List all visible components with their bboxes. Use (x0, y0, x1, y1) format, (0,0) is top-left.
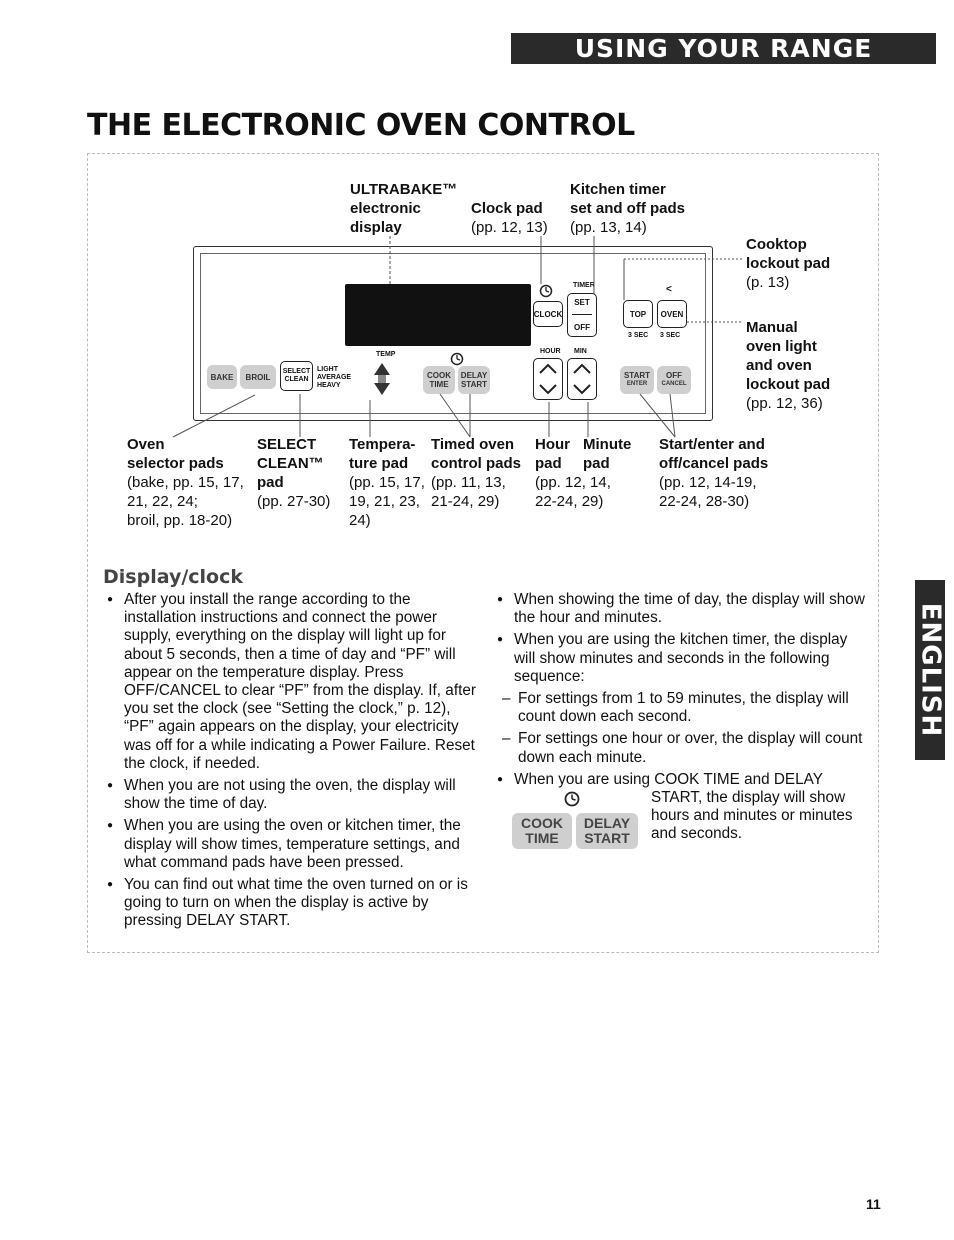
timer-label: TIMER (573, 282, 595, 289)
hour-callout-line-1: Hour (535, 436, 570, 453)
minute-callout-line-1: Minute (583, 436, 632, 453)
enter-label: ENTER (626, 381, 648, 387)
select-callout-line-2: CLEAN™ (257, 455, 324, 472)
bullet-item: ● When you are using COOK TIME and DELAY (494, 771, 872, 789)
oven-callout-line-1: Oven (127, 436, 165, 453)
oven-callout-pages-3: broil, pp. 18-20) (127, 512, 233, 529)
oven-pad-label: OVEN (660, 309, 684, 319)
timer-off-label: OFF (574, 323, 590, 333)
manual-callout-line-4: lockout pad (746, 376, 831, 393)
timed-callout-line-1: Timed oven (431, 436, 515, 453)
ultrabake-label-line-2: electronic (350, 200, 421, 217)
language-side-tab (915, 580, 945, 760)
temp-callout-pages-1: (pp. 15, 17, (349, 474, 425, 491)
soil-light-label: LIGHT (317, 366, 338, 373)
clock-callout-pages: (pp. 12, 13) (471, 219, 548, 236)
cooktop-callout-pages: (p. 13) (746, 274, 790, 291)
start-small-label: START (460, 380, 488, 389)
hour-callout-line-2: pad (535, 455, 562, 472)
select-clean-callout (257, 435, 330, 511)
soil-average-label: AVERAGE (317, 374, 352, 381)
section-title-display-clock: Display/clock (103, 566, 243, 588)
hour-callout-pages-1: (pp. 12, 14, (535, 474, 611, 491)
cooktop-lock-icon: < (666, 284, 672, 295)
bullet-item: ● After you install the range according to the installation instructions and connect the power supply, everything on the display will light up for about 5 seconds, then a time of day and “PF” will appear on the temperature display. Press OFF/CANCEL to clear “PF” from the display. If, after you set the clock (see “Setting the clock,” p. 12), “PF” again appears on the display, your electricity was off for a while indicating a Power Failure. Reset the clock, if needed. (104, 591, 484, 773)
cooktop-lockout-callout (746, 235, 830, 292)
top-pad-label: TOP (629, 309, 647, 319)
kitchen-timer-callout (570, 180, 685, 237)
minute-callout-line-2: pad (583, 455, 610, 472)
inline-delay-start-pad (576, 813, 638, 849)
temp-callout-line-2: ture pad (349, 455, 409, 472)
oven-three-sec-label: 3 SEC (660, 332, 681, 339)
select-callout-line-3: pad (257, 474, 284, 491)
cook-time-continuation-text: START, the display will show hours and minutes or minutes and seconds. (651, 789, 853, 843)
off-label: OFF (666, 371, 682, 380)
left-column (104, 591, 484, 935)
timed-oven-callout (431, 435, 521, 511)
top-three-sec-label: 3 SEC (628, 332, 649, 339)
oven-callout-pages-2: 21, 22, 24; (127, 493, 198, 510)
soil-heavy-label: HEAVY (317, 382, 341, 389)
start-off-callout (659, 435, 768, 511)
select-label: SELECT (282, 368, 311, 375)
cook-label: COOK (427, 371, 451, 380)
bake-pad-label: BAKE (210, 372, 234, 382)
start-callout-line-1: Start/enter and (659, 436, 765, 453)
minute-pad-callout (583, 435, 631, 473)
timed-callout-line-2: control pads (431, 455, 522, 472)
oven-selector-callout (127, 435, 244, 530)
manual-callout-line-3: and oven (746, 357, 812, 374)
bullet-item: ● When you are not using the oven, the display will show the time of day. (104, 777, 484, 813)
inline-cook-time-pad (512, 813, 572, 849)
page-number: 11 (866, 1196, 881, 1212)
start-callout-pages-1: (pp. 12, 14-19, (659, 474, 757, 491)
bullet-item: ● You can find out what time the oven turned on or is going to turn on when the display is active by pressing DELAY START. (104, 876, 484, 931)
inline-start-label: START (584, 830, 630, 847)
timer-callout-line-1: Kitchen timer (570, 181, 666, 198)
cook-time-delay-paragraph (494, 789, 872, 847)
start-label: START (623, 371, 651, 380)
cooktop-callout-line-1: Cooktop (746, 236, 807, 253)
inline-cook-label: COOK (521, 815, 563, 832)
clock-icon (564, 791, 580, 807)
delay-label: DELAY (460, 371, 488, 380)
oven-callout-line-2: selector pads (127, 455, 224, 472)
temp-pad-label: TEMP (376, 351, 396, 358)
dash-item: – For settings one hour or over, the display will count down each minute. (494, 730, 872, 766)
manual-callout-pages: (pp. 12, 36) (746, 395, 823, 412)
hour-callout-pages-2: 22-24, 29) (535, 493, 604, 510)
broil-pad-label: BROIL (245, 372, 271, 382)
bullet-item: ● When you are using the kitchen timer, the display will show minutes and seconds in the following sequence: (494, 631, 872, 686)
ultrabake-label-line-3: display (350, 219, 402, 236)
clock-pad-label: CLOCK (533, 309, 563, 319)
select-callout-pages: (pp. 27-30) (257, 493, 331, 510)
manual-oven-light-callout (746, 318, 830, 413)
timer-callout-pages: (pp. 13, 14) (570, 219, 647, 236)
oven-callout-pages-1: (bake, pp. 15, 17, (127, 474, 244, 491)
ultrabake-label-line-1: ULTRABAKE™ (350, 181, 458, 198)
timer-callout-line-2: set and off pads (570, 200, 686, 217)
hour-label: HOUR (540, 348, 561, 355)
temp-callout-pages-2: 19, 21, 23, (349, 493, 420, 510)
start-callout-pages-2: 22-24, 28-30) (659, 493, 750, 510)
time-label: TIME (429, 380, 449, 389)
timed-callout-pages-2: 21-24, 29) (431, 493, 500, 510)
bullet-item: ● When showing the time of day, the display will show the hour and minutes. (494, 591, 872, 627)
inline-time-label: TIME (525, 830, 559, 847)
cooktop-callout-line-2: lockout pad (746, 255, 831, 272)
select-callout-line-1: SELECT (257, 436, 317, 453)
start-callout-line-2: off/cancel pads (659, 455, 769, 472)
bullet-item: ● When you are using the oven or kitchen timer, the display will show times, temperature settings, and what command pads have been pressed. (104, 817, 484, 872)
timer-set-label: SET (574, 297, 590, 307)
temp-callout-pages-3: 24) (349, 512, 371, 529)
clock-pad-callout (471, 199, 548, 237)
min-label: MIN (574, 348, 587, 355)
clean-label: CLEAN (284, 376, 309, 383)
right-column (494, 591, 872, 847)
clock-callout-title: Clock pad (471, 200, 543, 217)
timed-callout-pages-1: (pp. 11, 13, (431, 474, 506, 491)
temperature-pad-callout (349, 435, 425, 530)
temp-callout-line-1: Tempera- (349, 436, 416, 453)
dash-item: – For settings from 1 to 59 minutes, the display will count down each second. (494, 690, 872, 726)
cancel-label: CANCEL (661, 381, 687, 387)
page-title: THE ELECTRONIC OVEN CONTROL (87, 108, 635, 143)
manual-callout-line-1: Manual (746, 319, 798, 336)
ultrabake-display-label (350, 180, 457, 237)
section-header-text: USING YOUR RANGE (574, 34, 873, 63)
inline-delay-label: DELAY (583, 815, 631, 832)
language-side-tab-text: ENGLISH (915, 602, 945, 738)
manual-callout-line-2: oven light (746, 338, 817, 355)
inline-timed-pads (508, 791, 640, 851)
